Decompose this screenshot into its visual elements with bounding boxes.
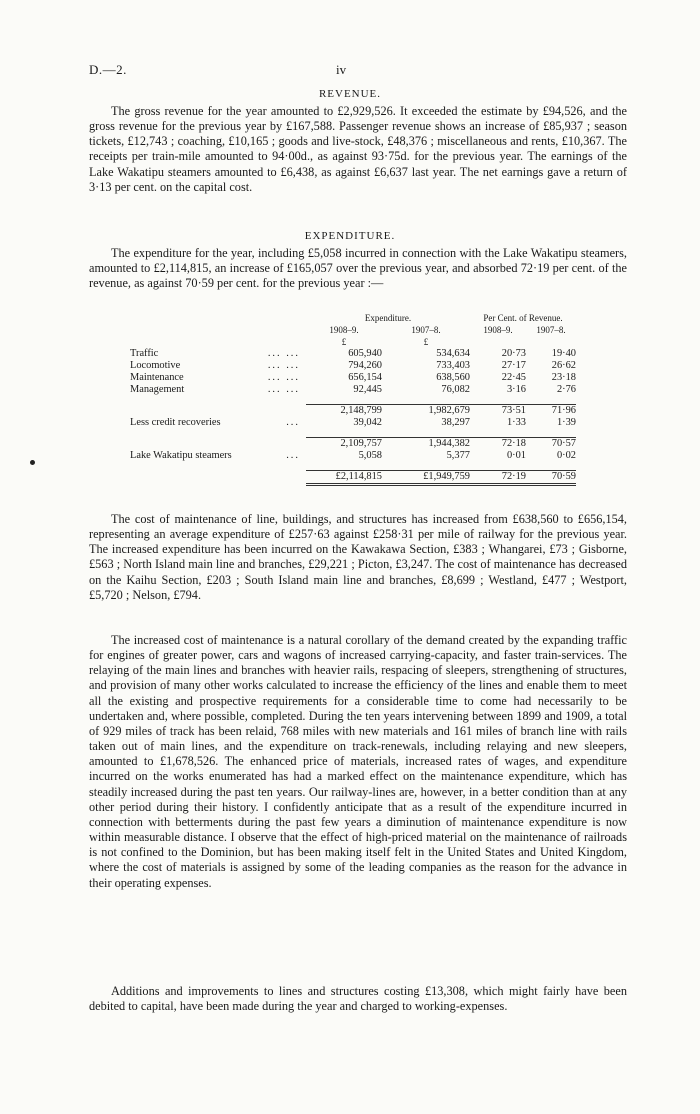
expenditure-group-header: Expenditure. (364, 313, 412, 323)
leader-dots: ... ... (267, 348, 300, 359)
cell-1907-8: 38,297 (441, 417, 470, 428)
row-label: Lake Wakatipu steamers (130, 450, 232, 461)
total-row (130, 471, 576, 485)
col-header-1907-8: 1907–8. (411, 325, 441, 335)
row-label: Traffic (130, 348, 159, 359)
cell-pct-1908-9: 3·16 (506, 384, 526, 395)
percent-group-header: Per Cent. of Revenue. (483, 313, 563, 323)
leader-dots: ... (286, 417, 300, 428)
cell-pct-1907-8: 26·62 (551, 360, 576, 371)
col-header-1908-9: 1908–9. (329, 325, 359, 335)
cell-pct-1907-8: 1·39 (556, 417, 576, 428)
currency-symbol: £ (423, 337, 429, 347)
cell-pct-1907-8: 70·59 (526, 471, 576, 485)
cell-pct-1907-8: 71·96 (526, 405, 576, 418)
document-code: D.—2. (89, 62, 127, 77)
cell-pct-1907-8: 2·76 (556, 384, 576, 395)
cell-pct-1908-9: 20·73 (501, 348, 526, 359)
row-label: Maintenance (130, 372, 184, 383)
cell-1907-8: £1,949,759 (382, 471, 470, 485)
expenditure-table (130, 312, 576, 486)
row-label: Less credit recoveries (130, 417, 221, 428)
maintenance-paragraph: The cost of maintenance of line, buildings, and structures has increased from £638,560 to £656,154, representing an average expenditure of £257·63 against £258·31 per mile of railway for the previous year. The increased expenditure has been incurred on the Kawakawa Section, £383 ; Whangarei, £73 ; Gisborne, £563 ; North Island main line and branches, £29,221 ; Picton, £3,247. The cost of maintenance has decreased on the Kaihu Section, £203 ; South Island main line and branches, £8,699 ; Westland, £477 ; Westport, £5,720 ; Nelson, £794. (89, 512, 627, 602)
page-number: iv (336, 62, 347, 77)
cell-pct-1907-8: 0·02 (556, 450, 576, 461)
cell-pct-1908-9: 0·01 (506, 450, 526, 461)
margin-mark (30, 460, 35, 465)
cell-pct-1908-9: 72·19 (470, 471, 526, 485)
subtotal-row (130, 405, 576, 418)
cell-pct-1907-8: 70·57 (526, 438, 576, 451)
cell-pct-1907-8: 19·40 (551, 348, 576, 359)
credit-row (130, 417, 576, 429)
leader-dots: ... ... (267, 384, 300, 395)
cell-1908-9: 5,058 (358, 450, 382, 461)
cell-1908-9: 656,154 (348, 372, 382, 383)
pct-header-1908-9: 1908–9. (483, 325, 513, 335)
cell-1908-9: 2,148,799 (306, 405, 382, 418)
cell-pct-1908-9: 72·18 (470, 438, 526, 451)
leader-dots: ... (286, 450, 300, 461)
revenue-heading: REVENUE. (318, 88, 382, 100)
table-row (130, 348, 576, 360)
expenditure-heading: EXPENDITURE. (304, 230, 396, 242)
leader-dots: ... ... (267, 372, 300, 383)
table-row (130, 372, 576, 384)
cell-1907-8: 5,377 (446, 450, 470, 461)
cell-pct-1908-9: 1·33 (506, 417, 526, 428)
cell-1908-9: £2,114,815 (306, 471, 382, 485)
row-label: Locomotive (130, 360, 181, 371)
leader-dots: ... ... (267, 360, 300, 371)
cell-1908-9: 2,109,757 (306, 438, 382, 451)
cell-pct-1908-9: 73·51 (470, 405, 526, 418)
cell-1907-8: 1,944,382 (382, 438, 470, 451)
currency-symbol: £ (341, 337, 347, 347)
cell-1908-9: 39,042 (353, 417, 382, 428)
cell-1907-8: 534,634 (436, 348, 470, 359)
lake-steamers-row (130, 450, 576, 462)
table-row (130, 384, 576, 396)
maintenance-corollary-paragraph: The increased cost of maintenance is a natural corollary of the demand created by the expanding traffic for engines of greater power, cars and wagons of increased carrying-capacity, and faster train-services. The relaying of the main lines and branches with heavier rails, respacing of sleepers, strengthening of structures, and provision of many other works calculated to increase the efficiency of the lines and enable them to meet all the existing and prospective requirements for a considerable time to come had necessarily to be undertaken and, where possible, completed. During the ten years intervening between 1899 and 1909, a total of 929 miles of track has been relaid, 768 miles with new materials and 161 miles of branch line with rails taken out of main lines, and the expenditure on track-renewals, including relaying and new sleepers, amounted to £1,678,526. The enhanced price of materials, increased rates of wages, and expenditure incurred on the works enumerated has had a marked effect on the maintenance expenditure, which has steadily increased during the past ten years. Our railway-lines are, however, in a better condition than at any other period during their history. I confidently anticipate that as a result of the expenditure incurred in connection with betterments during the past few years a diminution of maintenance expenditure is now within measurable distance. I observe that the effect of high-priced material on the maintenance of railroads is not confined to the Dominion, but has been making itself felt in the United States and United Kingdom, where the cost of materials is assigned by some of the leading companies as the reason for the advance in their operating expenses. (89, 633, 627, 890)
cell-pct-1908-9: 27·17 (501, 360, 526, 371)
cell-1907-8: 76,082 (441, 384, 470, 395)
cell-1907-8: 1,982,679 (382, 405, 470, 418)
cell-1907-8: 733,403 (436, 360, 470, 371)
pct-header-1907-8: 1907–8. (536, 325, 566, 335)
cell-1908-9: 605,940 (348, 348, 382, 359)
table-row (130, 360, 576, 372)
additions-paragraph: Additions and improvements to lines and structures costing £13,308, which might fairly have been debited to capital, have been made during the year and charged to working-expenses. (89, 984, 627, 1014)
row-label: Management (130, 384, 185, 395)
cell-1908-9: 92,445 (353, 384, 382, 395)
cell-1908-9: 794,260 (348, 360, 382, 371)
cell-pct-1908-9: 22·45 (501, 372, 526, 383)
revenue-paragraph: The gross revenue for the year amounted to £2,929,526. It exceeded the estimate by £94,526, and the gross revenue for the previous year by £167,588. Passenger revenue shows an increase of £85,937 ; season tickets, £12,743 ; coaching, £10,165 ; goods and live-stock, £48,376 ; miscellaneous and rents, £10,367. The receipts per train-mile amounted to 94·00d., as against 93·75d. for the previous year. The earnings of the Lake Wakatipu steamers amounted to £6,438, as against £6,637 last year. The net earnings gave a return of 3·13 per cent. on the capital cost. (89, 104, 627, 194)
cell-1907-8: 638,560 (436, 372, 470, 383)
subtotal-row (130, 438, 576, 451)
expenditure-paragraph: The expenditure for the year, including £5,058 incurred in connection with the Lake Wakatipu steamers, amounted to £2,114,815, an increase of £165,057 over the previous year, and absorbed 72·19 per cent. of the revenue, as against 70·59 per cent. for the previous year :— (89, 246, 627, 291)
cell-pct-1907-8: 23·18 (551, 372, 576, 383)
